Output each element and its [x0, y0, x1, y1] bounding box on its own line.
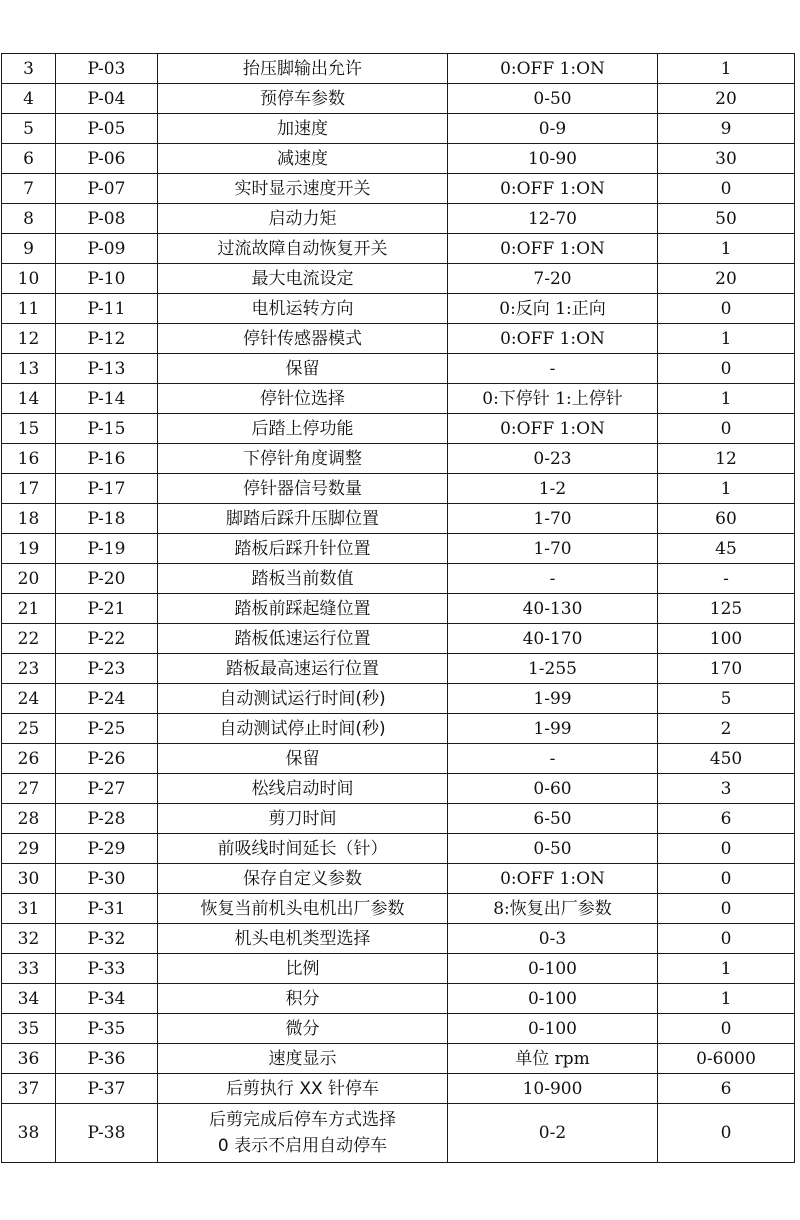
table-row: [2, 924, 795, 954]
param-range-cell: 10-90: [448, 144, 658, 174]
param-code-cell: P-08: [56, 204, 158, 234]
table-row: [2, 714, 795, 744]
param-default-cell: 0: [658, 1014, 795, 1044]
param-name-cell: 踏板前踩起缝位置: [158, 594, 448, 624]
param-code-cell: P-11: [56, 294, 158, 324]
param-name-cell: 脚踏后踩升压脚位置: [158, 504, 448, 534]
param-code-cell: P-24: [56, 684, 158, 714]
param-name-cell: 踏板当前数值: [158, 564, 448, 594]
param-default-cell: 0: [658, 354, 795, 384]
param-number-cell: 24: [2, 684, 56, 714]
param-default-cell: 125: [658, 594, 795, 624]
param-default-cell: 50: [658, 204, 795, 234]
param-name-cell: 恢复当前机头电机出厂参数: [158, 894, 448, 924]
param-number-cell: 31: [2, 894, 56, 924]
param-name-cell: 后踏上停功能: [158, 414, 448, 444]
param-default-cell: 2: [658, 714, 795, 744]
param-range-cell: 6-50: [448, 804, 658, 834]
param-range-cell: 0-9: [448, 114, 658, 144]
param-number-cell: 30: [2, 864, 56, 894]
param-default-cell: 0: [658, 924, 795, 954]
param-name-cell: 加速度: [158, 114, 448, 144]
param-code-cell: P-18: [56, 504, 158, 534]
param-default-cell: 0-6000: [658, 1044, 795, 1074]
param-name-cell: 自动测试运行时间(秒): [158, 684, 448, 714]
param-code-cell: P-20: [56, 564, 158, 594]
table-row: [2, 204, 795, 234]
param-range-cell: 0:反向 1:正向: [448, 294, 658, 324]
param-name-cell: [158, 1104, 448, 1163]
param-number-cell: 26: [2, 744, 56, 774]
param-code-cell: P-37: [56, 1074, 158, 1104]
param-code-cell: P-38: [56, 1104, 158, 1163]
param-range-cell: 0:OFF 1:ON: [448, 54, 658, 84]
param-code-cell: P-35: [56, 1014, 158, 1044]
param-code-cell: P-32: [56, 924, 158, 954]
param-code-cell: P-17: [56, 474, 158, 504]
param-default-cell: 1: [658, 954, 795, 984]
param-code-cell: P-14: [56, 384, 158, 414]
param-name-cell: 保存自定义参数: [158, 864, 448, 894]
param-number-cell: 17: [2, 474, 56, 504]
param-number-cell: 36: [2, 1044, 56, 1074]
param-default-cell: 0: [658, 294, 795, 324]
param-name-cell: 启动力矩: [158, 204, 448, 234]
param-name-line-1: 后剪完成后停车方式选择: [209, 1110, 396, 1130]
param-default-cell: 12: [658, 444, 795, 474]
param-range-cell: -: [448, 564, 658, 594]
parameter-table: [1, 53, 795, 1163]
param-range-cell: 0-100: [448, 1014, 658, 1044]
param-code-cell: P-28: [56, 804, 158, 834]
param-number-cell: 10: [2, 264, 56, 294]
table-row: [2, 264, 795, 294]
param-number-cell: 23: [2, 654, 56, 684]
param-range-cell: -: [448, 354, 658, 384]
param-default-cell: 1: [658, 234, 795, 264]
param-number-cell: 28: [2, 804, 56, 834]
table-row: [2, 294, 795, 324]
param-default-cell: 6: [658, 1074, 795, 1104]
param-range-cell: 0-2: [448, 1104, 658, 1163]
table-row: [2, 594, 795, 624]
param-range-cell: 0-50: [448, 84, 658, 114]
parameter-table-body: [2, 54, 795, 1163]
param-name-cell: 过流故障自动恢复开关: [158, 234, 448, 264]
param-number-cell: 6: [2, 144, 56, 174]
table-row: [2, 654, 795, 684]
param-code-cell: P-33: [56, 954, 158, 984]
param-range-cell: 0:OFF 1:ON: [448, 234, 658, 264]
param-default-cell: 5: [658, 684, 795, 714]
param-range-cell: -: [448, 744, 658, 774]
param-name-cell: 比例: [158, 954, 448, 984]
param-default-cell: 45: [658, 534, 795, 564]
param-range-cell: 7-20: [448, 264, 658, 294]
param-default-cell: -: [658, 564, 795, 594]
param-range-cell: 0:OFF 1:ON: [448, 864, 658, 894]
param-number-cell: 15: [2, 414, 56, 444]
param-code-cell: P-04: [56, 84, 158, 114]
param-number-cell: 25: [2, 714, 56, 744]
param-range-cell: 0-100: [448, 984, 658, 1014]
param-name-cell: 自动测试停止时间(秒): [158, 714, 448, 744]
param-range-cell: 40-170: [448, 624, 658, 654]
param-range-cell: 40-130: [448, 594, 658, 624]
param-code-cell: P-05: [56, 114, 158, 144]
param-default-cell: 1: [658, 324, 795, 354]
table-row: [2, 834, 795, 864]
param-range-cell: 8:恢复出厂参数: [448, 894, 658, 924]
param-code-cell: P-30: [56, 864, 158, 894]
param-default-cell: 0: [658, 894, 795, 924]
table-row: [2, 354, 795, 384]
param-code-cell: P-31: [56, 894, 158, 924]
param-name-cell: 保留: [158, 744, 448, 774]
param-default-cell: 60: [658, 504, 795, 534]
param-code-cell: P-29: [56, 834, 158, 864]
param-code-cell: P-13: [56, 354, 158, 384]
param-number-cell: 29: [2, 834, 56, 864]
param-range-cell: 1-99: [448, 714, 658, 744]
param-number-cell: 16: [2, 444, 56, 474]
param-default-cell: 20: [658, 264, 795, 294]
param-number-cell: 27: [2, 774, 56, 804]
param-code-cell: P-06: [56, 144, 158, 174]
table-row: [2, 624, 795, 654]
table-row: [2, 1044, 795, 1074]
param-default-cell: 100: [658, 624, 795, 654]
param-range-cell: 1-70: [448, 534, 658, 564]
table-row: [2, 324, 795, 354]
param-name-cell: 机头电机类型选择: [158, 924, 448, 954]
param-default-cell: 1: [658, 474, 795, 504]
table-row: [2, 1074, 795, 1104]
param-number-cell: 8: [2, 204, 56, 234]
param-number-cell: 34: [2, 984, 56, 1014]
param-name-cell: 后剪执行 XX 针停车: [158, 1074, 448, 1104]
param-name-cell: 剪刀时间: [158, 804, 448, 834]
param-name-cell: 实时显示速度开关: [158, 174, 448, 204]
param-code-cell: P-23: [56, 654, 158, 684]
table-row: [2, 504, 795, 534]
param-code-cell: P-22: [56, 624, 158, 654]
param-code-cell: P-10: [56, 264, 158, 294]
table-row: [2, 864, 795, 894]
param-code-cell: P-34: [56, 984, 158, 1014]
param-code-cell: P-36: [56, 1044, 158, 1074]
param-range-cell: 1-2: [448, 474, 658, 504]
param-default-cell: 1: [658, 384, 795, 414]
param-number-cell: 33: [2, 954, 56, 984]
table-row: [2, 54, 795, 84]
param-range-cell: 0-23: [448, 444, 658, 474]
table-row: [2, 954, 795, 984]
param-code-cell: P-16: [56, 444, 158, 474]
param-name-cell: 停针器信号数量: [158, 474, 448, 504]
param-name-cell: 减速度: [158, 144, 448, 174]
param-name-cell: 前吸线时间延长（针）: [158, 834, 448, 864]
param-name-cell: 踏板低速运行位置: [158, 624, 448, 654]
table-row: [2, 114, 795, 144]
table-row: [2, 804, 795, 834]
param-default-cell: 170: [658, 654, 795, 684]
param-number-cell: 3: [2, 54, 56, 84]
param-number-cell: 9: [2, 234, 56, 264]
table-row: [2, 414, 795, 444]
table-row: [2, 774, 795, 804]
param-default-cell: 9: [658, 114, 795, 144]
param-code-cell: P-07: [56, 174, 158, 204]
param-number-cell: 11: [2, 294, 56, 324]
param-number-cell: 35: [2, 1014, 56, 1044]
param-number-cell: 21: [2, 594, 56, 624]
table-row: [2, 1104, 795, 1163]
param-default-cell: 0: [658, 414, 795, 444]
param-number-cell: 13: [2, 354, 56, 384]
param-number-cell: 14: [2, 384, 56, 414]
param-name-cell: 电机运转方向: [158, 294, 448, 324]
param-name-cell: 抬压脚输出允许: [158, 54, 448, 84]
param-code-cell: P-12: [56, 324, 158, 354]
table-row: [2, 564, 795, 594]
param-name-cell: 预停车参数: [158, 84, 448, 114]
param-number-cell: 38: [2, 1104, 56, 1163]
param-range-cell: 0:下停针 1:上停针: [448, 384, 658, 414]
param-code-cell: P-15: [56, 414, 158, 444]
param-range-cell: 0-3: [448, 924, 658, 954]
table-row: [2, 384, 795, 414]
param-default-cell: 450: [658, 744, 795, 774]
param-default-cell: 30: [658, 144, 795, 174]
param-code-cell: P-03: [56, 54, 158, 84]
param-number-cell: 5: [2, 114, 56, 144]
param-name-cell: 停针位选择: [158, 384, 448, 414]
param-default-cell: 3: [658, 774, 795, 804]
table-row: [2, 894, 795, 924]
param-name-cell: 速度显示: [158, 1044, 448, 1074]
table-row: [2, 84, 795, 114]
param-range-cell: 1-70: [448, 504, 658, 534]
param-number-cell: 20: [2, 564, 56, 594]
param-code-cell: P-27: [56, 774, 158, 804]
param-default-cell: 1: [658, 54, 795, 84]
param-range-cell: 10-900: [448, 1074, 658, 1104]
param-number-cell: 18: [2, 504, 56, 534]
param-number-cell: 4: [2, 84, 56, 114]
param-number-cell: 32: [2, 924, 56, 954]
param-name-cell: 停针传感器模式: [158, 324, 448, 354]
table-row: [2, 1014, 795, 1044]
param-name-cell: 踏板最高速运行位置: [158, 654, 448, 684]
param-name-cell: 微分: [158, 1014, 448, 1044]
table-row: [2, 234, 795, 264]
param-default-cell: 6: [658, 804, 795, 834]
param-code-cell: P-09: [56, 234, 158, 264]
param-name-cell: 松线启动时间: [158, 774, 448, 804]
param-default-cell: 20: [658, 84, 795, 114]
param-code-cell: P-21: [56, 594, 158, 624]
param-range-cell: 1-255: [448, 654, 658, 684]
param-range-cell: 0-50: [448, 834, 658, 864]
param-number-cell: 22: [2, 624, 56, 654]
param-range-cell: 12-70: [448, 204, 658, 234]
param-name-cell: 踏板后踩升针位置: [158, 534, 448, 564]
table-row: [2, 144, 795, 174]
param-code-cell: P-19: [56, 534, 158, 564]
param-range-cell: 0:OFF 1:ON: [448, 174, 658, 204]
param-range-cell: 1-99: [448, 684, 658, 714]
param-number-cell: 19: [2, 534, 56, 564]
table-row: [2, 474, 795, 504]
table-row: [2, 174, 795, 204]
param-range-cell: 0-100: [448, 954, 658, 984]
param-code-cell: P-25: [56, 714, 158, 744]
param-default-cell: 0: [658, 1104, 795, 1163]
param-name-cell: 积分: [158, 984, 448, 1014]
table-row: [2, 744, 795, 774]
param-default-cell: 1: [658, 984, 795, 1014]
param-range-cell: 0:OFF 1:ON: [448, 414, 658, 444]
table-row: [2, 444, 795, 474]
param-code-cell: P-26: [56, 744, 158, 774]
param-number-cell: 12: [2, 324, 56, 354]
param-name-cell: 最大电流设定: [158, 264, 448, 294]
param-number-cell: 7: [2, 174, 56, 204]
param-number-cell: 37: [2, 1074, 56, 1104]
param-default-cell: 0: [658, 834, 795, 864]
param-name-cell: 保留: [158, 354, 448, 384]
param-range-cell: 单位 rpm: [448, 1044, 658, 1074]
table-row: [2, 684, 795, 714]
param-default-cell: 0: [658, 174, 795, 204]
param-name-cell: 下停针角度调整: [158, 444, 448, 474]
table-row: [2, 984, 795, 1014]
param-default-cell: 0: [658, 864, 795, 894]
param-range-cell: 0:OFF 1:ON: [448, 324, 658, 354]
param-range-cell: 0-60: [448, 774, 658, 804]
table-row: [2, 534, 795, 564]
param-name-line-2: 0 表示不启用自动停车: [217, 1136, 388, 1156]
